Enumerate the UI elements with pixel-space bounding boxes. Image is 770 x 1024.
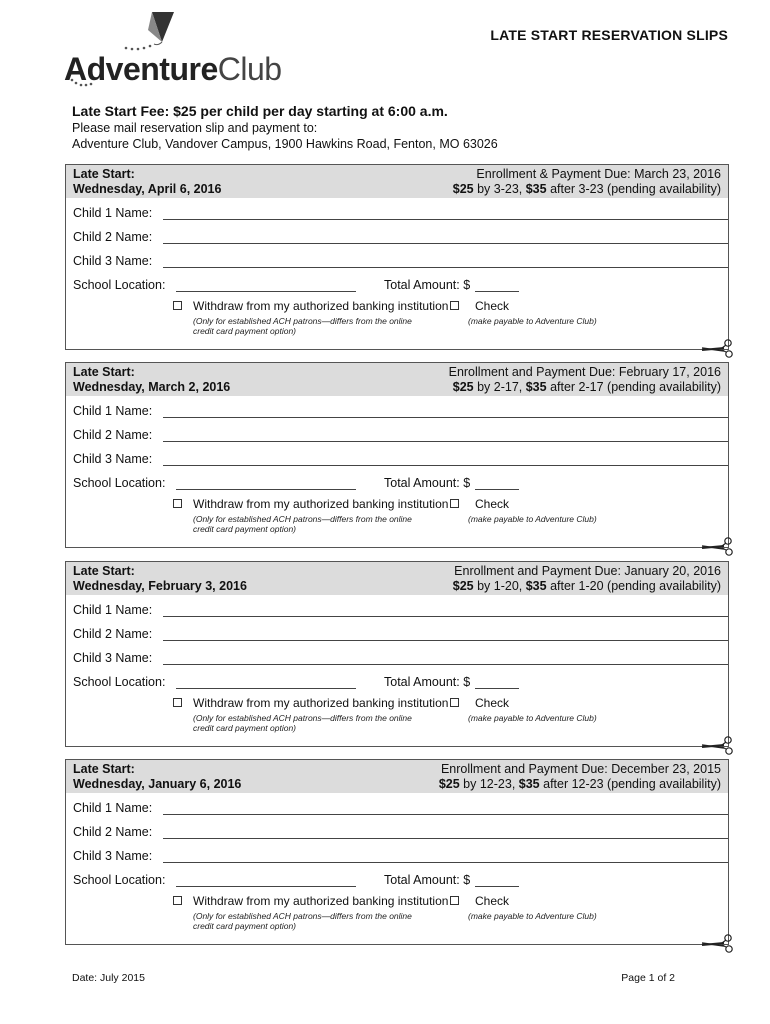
child-1-label: Child 1 Name:: [73, 603, 153, 617]
child-1-name-field[interactable]: [163, 801, 728, 815]
check-checkbox[interactable]: [450, 896, 459, 905]
reservation-slip-1: [65, 164, 729, 350]
late-start-date: Wednesday, April 6, 2016: [73, 182, 222, 196]
child-2-label: Child 2 Name:: [73, 230, 153, 244]
withdraw-checkbox[interactable]: [173, 896, 182, 905]
child-2-name-field[interactable]: [163, 627, 728, 641]
late-deadline: after 3-23 (pending availability): [546, 182, 721, 196]
late-price: $35: [525, 182, 547, 196]
withdraw-option-label: Withdraw from my authorized banking institution: [193, 299, 449, 313]
early-deadline: by 1-20,: [473, 579, 526, 593]
child-3-label: Child 3 Name:: [73, 452, 153, 466]
child-3-label: Child 3 Name:: [73, 254, 153, 268]
late-price: $35: [525, 380, 547, 394]
pricing-line: [453, 579, 721, 594]
reservation-slip-3: [65, 561, 729, 747]
school-location-label: School Location:: [73, 476, 166, 490]
late-price: $35: [525, 579, 547, 593]
payment-due-date: Enrollment and Payment Due: January 20, 2016: [454, 564, 721, 578]
withdraw-checkbox[interactable]: [173, 698, 182, 707]
check-option-label: Check: [475, 299, 510, 313]
slip-header: [66, 363, 728, 396]
withdraw-checkbox[interactable]: [173, 301, 182, 310]
child-2-name-field[interactable]: [163, 428, 728, 442]
late-deadline: after 12-23 (pending availability): [539, 777, 721, 791]
school-location-field[interactable]: [176, 675, 356, 689]
withdraw-note-line-1: (Only for established ACH patrons—differs from the online: [193, 514, 412, 524]
child-1-name-field[interactable]: [163, 603, 728, 617]
logo-wordmark: AdventureClub: [64, 51, 282, 87]
child-1-label: Child 1 Name:: [73, 206, 153, 220]
early-price: $25: [438, 777, 460, 791]
total-amount-field[interactable]: [475, 873, 519, 887]
total-amount-field[interactable]: [475, 675, 519, 689]
withdraw-option-label: Withdraw from my authorized banking institution: [193, 497, 449, 511]
child-2-name-field[interactable]: [163, 230, 728, 244]
early-price: $25: [452, 380, 474, 394]
child-3-name-field[interactable]: [163, 651, 728, 665]
late-price: $35: [518, 777, 540, 791]
child-3-name-field[interactable]: [163, 254, 728, 268]
total-amount-label: Total Amount: $: [384, 873, 471, 887]
check-note: (make payable to Adventure Club): [468, 316, 597, 326]
withdraw-note-line-2: credit card payment option): [193, 921, 296, 931]
scissors-icon: [700, 339, 734, 359]
total-amount-label: Total Amount: $: [384, 476, 471, 490]
pricing-line: [449, 380, 721, 395]
early-price: $25: [452, 182, 474, 196]
adventure-club-logo: [62, 8, 287, 90]
child-1-label: Child 1 Name:: [73, 801, 153, 815]
withdraw-note-line-1: (Only for established ACH patrons—differs from the online: [193, 713, 412, 723]
scissors-icon: [700, 934, 734, 954]
late-deadline: after 2-17 (pending availability): [546, 380, 721, 394]
footer-page-number: Page 1 of 2: [621, 972, 675, 984]
fee-line: Late Start Fee: $25 per child per day starting at 6:00 a.m.: [72, 103, 448, 119]
child-2-name-field[interactable]: [163, 825, 728, 839]
total-amount-label: Total Amount: $: [384, 675, 471, 689]
check-checkbox[interactable]: [450, 301, 459, 310]
withdraw-note-line-1: (Only for established ACH patrons—differs from the online: [193, 911, 412, 921]
child-3-label: Child 3 Name:: [73, 651, 153, 665]
total-amount-field[interactable]: [475, 278, 519, 292]
late-start-date: Wednesday, January 6, 2016: [73, 777, 242, 791]
child-1-name-field[interactable]: [163, 404, 728, 418]
check-option-label: Check: [475, 497, 510, 511]
early-price: $25: [452, 579, 474, 593]
payment-due-date: Enrollment and Payment Due: February 17, 2016: [448, 365, 721, 379]
mailing-address: Adventure Club, Vandover Campus, 1900 Hawkins Road, Fenton, MO 63026: [72, 137, 498, 151]
school-location-field[interactable]: [176, 476, 356, 490]
child-2-label: Child 2 Name:: [73, 428, 153, 442]
pricing-line: [453, 182, 721, 197]
child-2-label: Child 2 Name:: [73, 627, 153, 641]
mail-instruction: Please mail reservation slip and payment to:: [72, 121, 318, 135]
pricing-line: [439, 777, 721, 792]
payment-due-date: Enrollment & Payment Due: March 23, 2016: [476, 167, 721, 181]
late-start-date: Wednesday, March 2, 2016: [73, 380, 231, 394]
school-location-label: School Location:: [73, 675, 166, 689]
check-note: (make payable to Adventure Club): [468, 911, 597, 921]
check-checkbox[interactable]: [450, 499, 459, 508]
withdraw-note-line-2: credit card payment option): [193, 723, 296, 733]
late-start-label: Late Start:: [73, 564, 135, 578]
check-note: (make payable to Adventure Club): [468, 713, 597, 723]
early-deadline: by 12-23,: [459, 777, 519, 791]
early-deadline: by 3-23,: [473, 182, 526, 196]
school-location-field[interactable]: [176, 873, 356, 887]
child-2-label: Child 2 Name:: [73, 825, 153, 839]
document-title: LATE START RESERVATION SLIPS: [490, 27, 728, 43]
child-1-label: Child 1 Name:: [73, 404, 153, 418]
school-location-label: School Location:: [73, 278, 166, 292]
withdraw-option-label: Withdraw from my authorized banking institution: [193, 894, 449, 908]
child-3-name-field[interactable]: [163, 452, 728, 466]
child-3-label: Child 3 Name:: [73, 849, 153, 863]
late-start-date: Wednesday, February 3, 2016: [73, 579, 247, 593]
withdraw-note-line-2: credit card payment option): [193, 326, 296, 336]
intro-block: [72, 102, 732, 152]
scissors-icon: [700, 736, 734, 756]
late-start-label: Late Start:: [73, 762, 135, 776]
footer-date: Date: July 2015: [72, 972, 145, 984]
slip-header: [66, 562, 728, 595]
child-1-name-field[interactable]: [163, 206, 728, 220]
early-deadline: by 2-17,: [473, 380, 526, 394]
total-amount-field[interactable]: [475, 476, 519, 490]
withdraw-note-line-2: credit card payment option): [193, 524, 296, 534]
check-option-label: Check: [475, 696, 510, 710]
payment-due-date: Enrollment and Payment Due: December 23, 2015: [440, 762, 721, 776]
check-note: (make payable to Adventure Club): [468, 514, 597, 524]
total-amount-label: Total Amount: $: [384, 278, 471, 292]
check-option-label: Check: [475, 894, 510, 908]
reservation-slip-2: [65, 362, 729, 548]
withdraw-checkbox[interactable]: [173, 499, 182, 508]
school-location-field[interactable]: [176, 278, 356, 292]
late-start-label: Late Start:: [73, 365, 135, 379]
slip-header: [66, 760, 728, 793]
slip-header: [66, 165, 728, 198]
late-deadline: after 1-20 (pending availability): [546, 579, 721, 593]
withdraw-note-line-1: (Only for established ACH patrons—differs from the online: [193, 316, 412, 326]
check-checkbox[interactable]: [450, 698, 459, 707]
reservation-slip-4: [65, 759, 729, 945]
withdraw-option-label: Withdraw from my authorized banking institution: [193, 696, 449, 710]
late-start-label: Late Start:: [73, 167, 135, 181]
child-3-name-field[interactable]: [163, 849, 728, 863]
scissors-icon: [700, 537, 734, 557]
school-location-label: School Location:: [73, 873, 166, 887]
